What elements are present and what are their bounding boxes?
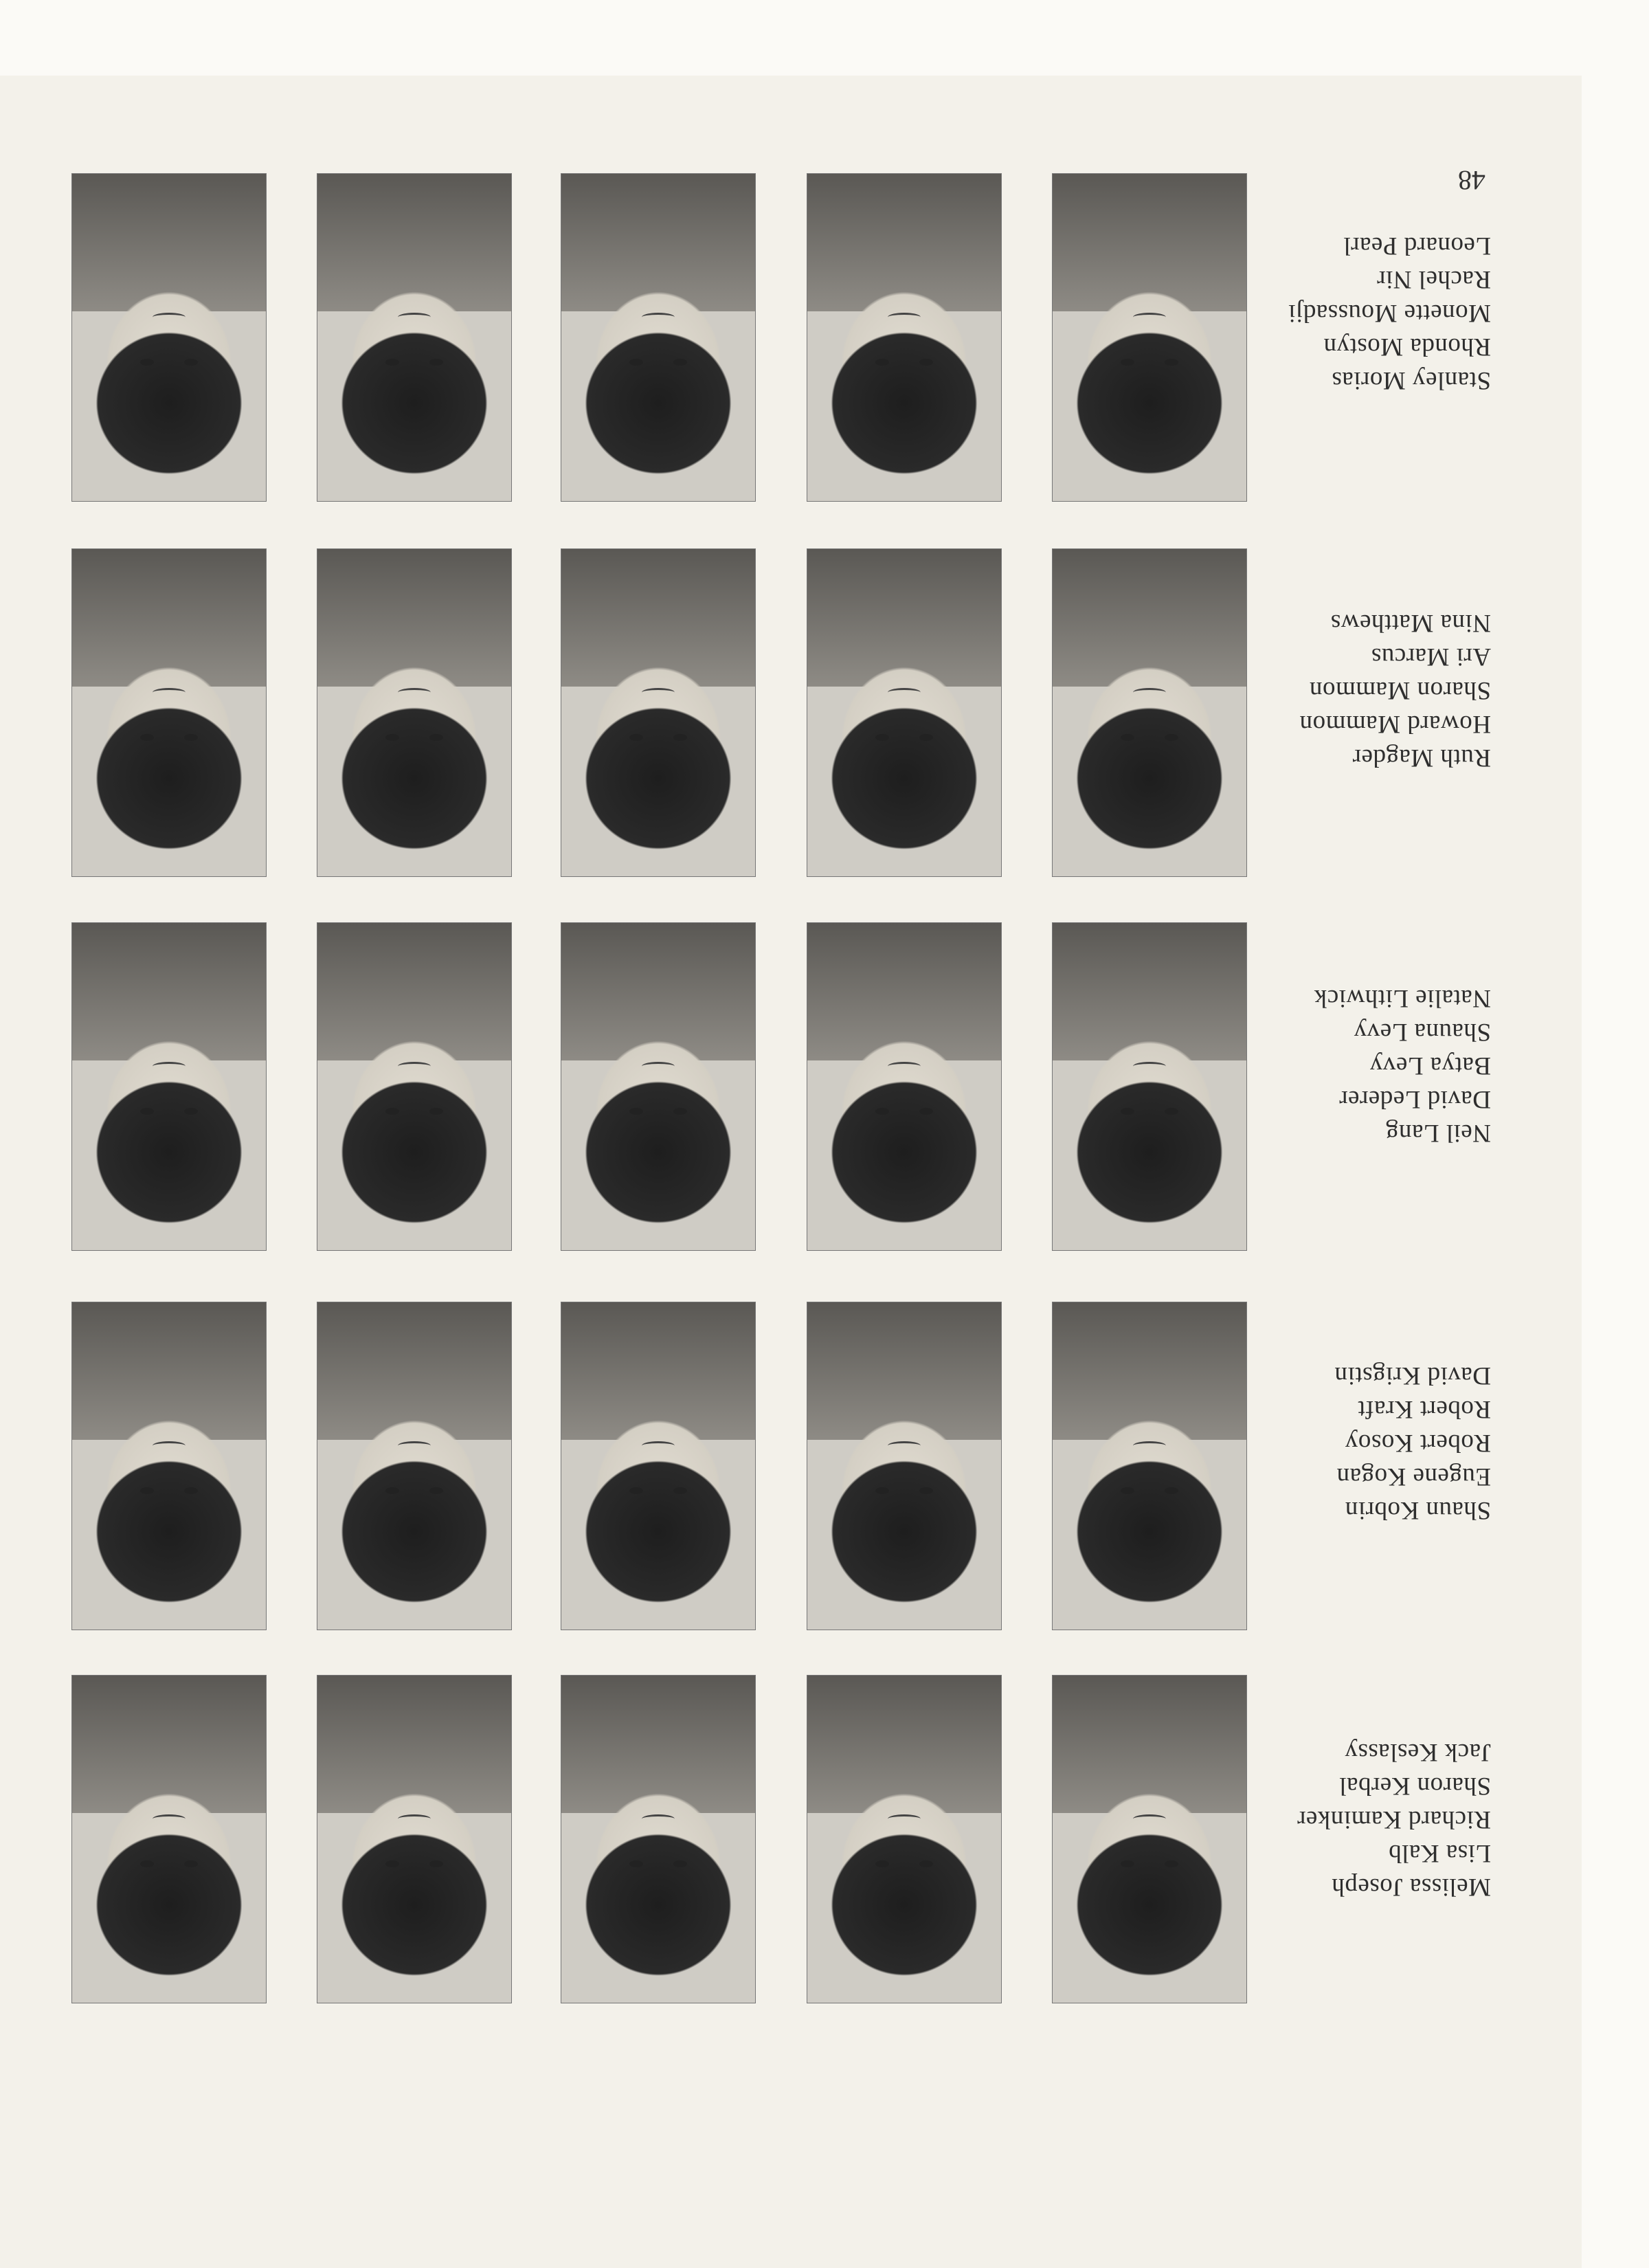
portrait-photo-nina-matthews (71, 548, 267, 877)
page-number: 48 (1458, 165, 1485, 196)
portrait-mouth (1133, 1441, 1166, 1450)
name-lisa-kalb: Lisa Kalb (1388, 1839, 1491, 1867)
portrait-mouth (398, 688, 431, 697)
name-nina-matthews: Nina Matthews (1330, 609, 1491, 637)
portrait-eye (1165, 734, 1178, 741)
portrait-mouth (642, 688, 675, 697)
name-david-krigstin: David Krigstin (1334, 1361, 1491, 1390)
portrait-photo-howard-mammon (807, 548, 1002, 877)
portrait-eye (673, 359, 687, 366)
portrait-photo-shauna-levy (317, 922, 512, 1251)
name-melissa-joseph: Melissa Joseph (1331, 1873, 1491, 1901)
portrait-eye (429, 1487, 443, 1494)
portrait-eye (140, 1487, 154, 1494)
portrait-eye (673, 734, 687, 741)
portrait-eye (385, 1860, 399, 1867)
name-eugene-kogan: Eugene Kogan (1336, 1463, 1491, 1491)
portrait-mouth (642, 313, 675, 322)
portrait-eye (1121, 1108, 1134, 1115)
name-ari-marcus: Ari Marcus (1371, 643, 1491, 671)
name-david-lederer: David Lederer (1338, 1085, 1491, 1113)
portrait-eye (875, 1860, 889, 1867)
portrait-eye (140, 359, 154, 366)
portrait-mouth (642, 1441, 675, 1450)
portrait-photo-monette-moussadji (561, 173, 756, 502)
portrait-mouth (888, 313, 921, 322)
portrait-mouth (888, 1441, 921, 1450)
portrait-photo-natalie-lithwick (71, 922, 267, 1251)
portrait-eye (629, 1487, 643, 1494)
portrait-photo-sharon-kerbal (317, 1675, 512, 2003)
portrait-eye (673, 1860, 687, 1867)
name-shauna-levy: Shauna Levy (1354, 1018, 1491, 1046)
portrait-eye (875, 1487, 889, 1494)
portrait-mouth (153, 1062, 186, 1071)
portrait-eye (1165, 1487, 1178, 1494)
name-robert-kraft: Robert Kraft (1357, 1395, 1491, 1423)
portrait-photo-stanley-morias (1052, 173, 1247, 502)
name-stanley-morias: Stanley Morias (1331, 366, 1491, 394)
portrait-eye (140, 1108, 154, 1115)
portrait-eye (875, 1108, 889, 1115)
portrait-mouth (153, 688, 186, 697)
portrait-photo-rachel-nir (317, 173, 512, 502)
name-neil-lang: Neil Lang (1385, 1119, 1491, 1147)
portrait-photo-david-krigstin (71, 1302, 267, 1630)
name-richard-kaminker: Richard Kaminker (1297, 1805, 1491, 1834)
portrait-mouth (153, 1814, 186, 1823)
name-shaun-kobrin: Shaun Kobrin (1345, 1496, 1491, 1524)
name-sharon-mammon: Sharon Mammon (1309, 676, 1491, 704)
portrait-eye (429, 1108, 443, 1115)
portrait-photo-shaun-kobrin (1052, 1302, 1247, 1630)
portrait-eye (385, 359, 399, 366)
portrait-mouth (398, 1814, 431, 1823)
portrait-eye (919, 1487, 933, 1494)
portrait-mouth (642, 1814, 675, 1823)
name-batya-levy: Batya Levy (1369, 1052, 1491, 1080)
portrait-mouth (1133, 1814, 1166, 1823)
portrait-eye (429, 359, 443, 366)
portrait-eye (629, 734, 643, 741)
name-howard-mammon: Howard Mammon (1299, 710, 1491, 738)
portrait-mouth (398, 313, 431, 322)
portrait-eye (919, 1108, 933, 1115)
portrait-photo-ari-marcus (317, 548, 512, 877)
portrait-eye (140, 1860, 154, 1867)
name-sharon-kerbal: Sharon Kerbal (1338, 1772, 1491, 1800)
portrait-eye (919, 734, 933, 741)
portrait-eye (184, 1860, 198, 1867)
portrait-photo-neil-lang (1052, 922, 1247, 1251)
portrait-eye (875, 359, 889, 366)
name-leonard-pearl: Leonard Pearl (1343, 232, 1491, 260)
portrait-eye (385, 1487, 399, 1494)
portrait-eye (385, 734, 399, 741)
portrait-mouth (398, 1062, 431, 1071)
portrait-eye (184, 734, 198, 741)
portrait-mouth (398, 1441, 431, 1450)
portrait-eye (919, 1860, 933, 1867)
portrait-photo-melissa-joseph (1052, 1675, 1247, 2003)
name-ruth-magder: Ruth Magder (1352, 744, 1491, 772)
portrait-eye (919, 359, 933, 366)
portrait-eye (629, 1860, 643, 1867)
portrait-eye (429, 734, 443, 741)
portrait-mouth (153, 313, 186, 322)
portrait-photo-leonard-pearl (71, 173, 267, 502)
portrait-eye (184, 1487, 198, 1494)
portrait-photo-rhonda-mostyn (807, 173, 1002, 502)
name-rachel-nir: Rachel Nir (1376, 265, 1491, 293)
portrait-eye (673, 1487, 687, 1494)
portrait-mouth (153, 1441, 186, 1450)
portrait-eye (1121, 734, 1134, 741)
portrait-mouth (642, 1062, 675, 1071)
portrait-eye (184, 359, 198, 366)
portrait-eye (875, 734, 889, 741)
portrait-mouth (1133, 688, 1166, 697)
portrait-mouth (888, 1062, 921, 1071)
portrait-mouth (1133, 313, 1166, 322)
portrait-eye (1165, 1860, 1178, 1867)
portrait-photo-lisa-kalb (807, 1675, 1002, 2003)
portrait-photo-sharon-mammon (561, 548, 756, 877)
portrait-eye (140, 734, 154, 741)
portrait-eye (1121, 1487, 1134, 1494)
portrait-mouth (888, 688, 921, 697)
portrait-eye (1121, 359, 1134, 366)
portrait-mouth (888, 1814, 921, 1823)
name-rhonda-mostyn: Rhonda Mostyn (1323, 333, 1491, 361)
portrait-eye (673, 1108, 687, 1115)
portrait-photo-robert-kosoy (561, 1302, 756, 1630)
name-monette-moussadji: Monette Moussadji (1288, 299, 1491, 327)
portrait-eye (1165, 359, 1178, 366)
portrait-eye (1165, 1108, 1178, 1115)
portrait-photo-richard-kaminker (561, 1675, 756, 2003)
portrait-photo-robert-kraft (317, 1302, 512, 1630)
portrait-mouth (1133, 1062, 1166, 1071)
portrait-eye (1121, 1860, 1134, 1867)
portrait-photo-ruth-magder (1052, 548, 1247, 877)
name-robert-kosoy: Robert Kosoy (1345, 1429, 1491, 1457)
portrait-photo-jack-keslassy (71, 1675, 267, 2003)
portrait-photo-eugene-kogan (807, 1302, 1002, 1630)
portrait-eye (385, 1108, 399, 1115)
portrait-photo-david-lederer (807, 922, 1002, 1251)
portrait-eye (184, 1108, 198, 1115)
name-natalie-lithwick: Natalie Lithwick (1314, 984, 1491, 1012)
portrait-eye (629, 359, 643, 366)
name-jack-keslassy: Jack Keslassy (1344, 1738, 1491, 1766)
portrait-eye (429, 1860, 443, 1867)
portrait-photo-batya-levy (561, 922, 756, 1251)
portrait-eye (629, 1108, 643, 1115)
